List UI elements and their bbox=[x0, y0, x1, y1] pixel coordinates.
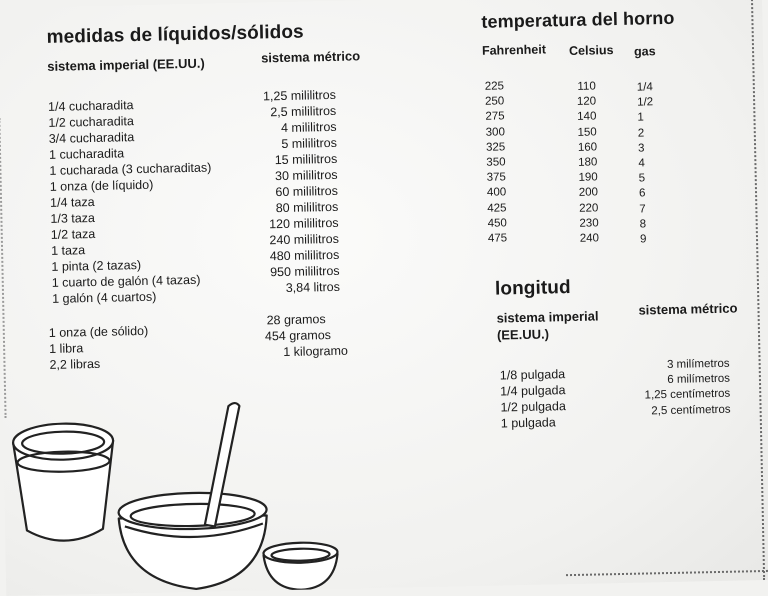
celsius-value: 110 bbox=[577, 80, 596, 93]
fahrenheit-value: 275 bbox=[485, 110, 505, 124]
celsius-value: 150 bbox=[577, 126, 597, 139]
celsius-value: 230 bbox=[579, 217, 599, 230]
liquid-metric-column bbox=[236, 87, 340, 297]
length-imperial-item: 1/4 pulgada bbox=[500, 383, 566, 399]
solid-imperial-item: 1 onza (de sólido) bbox=[48, 323, 149, 340]
celsius-value: 140 bbox=[577, 110, 597, 124]
liquid-metric-item: 3,84 litros bbox=[285, 279, 341, 295]
liquid-imperial-item: 1 galón (4 cuartos) bbox=[51, 289, 157, 306]
gas-value: 1/4 bbox=[636, 81, 653, 94]
bowl-large-icon bbox=[118, 491, 268, 590]
celsius-value: 220 bbox=[579, 202, 599, 215]
length-title: longitud bbox=[494, 277, 571, 300]
solid-metric-item: 1 kilogramo bbox=[283, 343, 349, 360]
fahrenheit-value: 325 bbox=[485, 141, 506, 154]
liquid-imperial-item: 1/2 taza bbox=[50, 226, 96, 242]
celsius-column bbox=[556, 79, 599, 247]
liquid-imperial-item: 1 cucharada (3 cucharaditas) bbox=[49, 160, 212, 178]
imperial-header: sistema imperial (EE.UU.) bbox=[47, 55, 205, 74]
oven-header-gas: gas bbox=[633, 44, 656, 59]
gas-value: 8 bbox=[639, 218, 647, 231]
fahrenheit-value: 375 bbox=[486, 171, 506, 184]
fahrenheit-value: 300 bbox=[485, 125, 506, 139]
liquid-metric-item: 30 mililitros bbox=[274, 167, 338, 184]
liquids-solids-title: medidas de líquidos/sólidos bbox=[46, 21, 304, 48]
liquid-metric-item: 120 mililitros bbox=[268, 215, 339, 232]
gas-value: 1 bbox=[637, 111, 644, 124]
gas-value: 5 bbox=[638, 172, 646, 185]
oven-header-celsius: Celsius bbox=[568, 43, 614, 58]
celsius-value: 200 bbox=[578, 186, 599, 200]
length-metric-item: 2,5 centímetros bbox=[651, 403, 731, 417]
liquid-metric-item: 4 mililitros bbox=[280, 119, 337, 136]
liquid-imperial-item: 1/3 taza bbox=[50, 210, 96, 226]
fahrenheit-value: 400 bbox=[486, 186, 507, 200]
dotted-border-right bbox=[751, 0, 765, 580]
mixing-bowls-illustration bbox=[2, 396, 346, 596]
liquid-metric-item: 2,5 mililitros bbox=[270, 103, 337, 120]
length-imperial-header-line2: (EE.UU.) bbox=[496, 326, 550, 343]
liquid-imperial-item: 1 onza (de líquido) bbox=[49, 177, 154, 194]
fahrenheit-value: 225 bbox=[484, 80, 505, 93]
solid-metric-item: 28 gramos bbox=[266, 312, 326, 328]
length-metric-header: sistema métrico bbox=[638, 300, 738, 318]
fahrenheit-value: 450 bbox=[487, 217, 507, 230]
liquid-metric-item: 480 mililitros bbox=[269, 247, 340, 264]
solid-metric-column bbox=[266, 311, 348, 361]
liquid-imperial-column bbox=[48, 96, 214, 307]
length-metric-item: 3 milímetros bbox=[666, 357, 730, 372]
celsius-value: 120 bbox=[576, 95, 597, 109]
gas-value: 9 bbox=[639, 233, 647, 246]
dotted-border-bottom bbox=[566, 569, 768, 576]
length-imperial-item: 1/2 pulgada bbox=[500, 399, 566, 415]
oven-title: temperatura del horno bbox=[481, 7, 675, 32]
celsius-value: 240 bbox=[579, 232, 600, 245]
bowl-left-icon bbox=[13, 423, 115, 542]
celsius-value: 160 bbox=[577, 141, 598, 154]
length-imperial-item: 1 pulgada bbox=[500, 415, 556, 431]
liquid-metric-item: 5 mililitros bbox=[281, 135, 338, 152]
solid-metric-item: 454 gramos bbox=[264, 328, 332, 344]
oven-header-fahrenheit: Fahrenheit bbox=[481, 42, 547, 58]
celsius-value: 180 bbox=[578, 156, 598, 169]
solid-imperial-item: 1 libra bbox=[49, 341, 84, 356]
fahrenheit-column bbox=[485, 79, 508, 247]
liquid-metric-item: 80 mililitros bbox=[275, 199, 339, 216]
liquid-metric-item: 15 mililitros bbox=[274, 151, 338, 168]
gas-value: 7 bbox=[639, 203, 646, 216]
liquid-imperial-item: 1 taza bbox=[50, 243, 86, 258]
length-imperial-column bbox=[500, 366, 567, 431]
fahrenheit-value: 475 bbox=[487, 232, 508, 245]
liquid-imperial-item: 1 cuarto de galón (4 tazas) bbox=[51, 272, 201, 290]
liquid-metric-item: 950 mililitros bbox=[269, 263, 340, 280]
solid-imperial-column bbox=[49, 323, 149, 373]
gas-value: 3 bbox=[637, 142, 645, 155]
liquid-imperial-item: 1/2 cucharadita bbox=[48, 114, 135, 130]
gas-value: 4 bbox=[638, 157, 645, 170]
liquid-imperial-item: 1 pinta (2 tazas) bbox=[51, 257, 142, 274]
length-imperial-header-line1: sistema imperial bbox=[496, 308, 599, 326]
liquid-metric-item: 60 mililitros bbox=[275, 183, 339, 200]
fahrenheit-value: 250 bbox=[484, 95, 505, 108]
fahrenheit-value: 425 bbox=[487, 201, 507, 215]
fahrenheit-value: 350 bbox=[486, 156, 506, 169]
gas-value: 2 bbox=[637, 127, 645, 140]
bowl-small-icon bbox=[263, 542, 338, 591]
liquid-imperial-item: 1/4 taza bbox=[49, 194, 95, 210]
celsius-value: 190 bbox=[578, 171, 598, 185]
length-metric-item: 1,25 centímetros bbox=[644, 388, 731, 402]
length-metric-item: 6 milímetros bbox=[667, 372, 731, 387]
liquid-metric-item: 1,25 mililitros bbox=[262, 87, 337, 104]
length-metric-column bbox=[602, 357, 731, 420]
dotted-border-left bbox=[0, 118, 7, 418]
gas-column bbox=[637, 80, 656, 248]
gas-value: 1/2 bbox=[637, 96, 654, 109]
liquid-metric-item: 240 mililitros bbox=[269, 231, 340, 248]
liquid-imperial-item: 1/4 cucharadita bbox=[47, 98, 134, 114]
gas-value: 6 bbox=[638, 187, 646, 200]
liquid-imperial-item: 3/4 cucharadita bbox=[48, 130, 135, 146]
metric-header: sistema métrico bbox=[260, 48, 361, 66]
solid-imperial-item: 2,2 libras bbox=[49, 356, 101, 372]
liquid-imperial-item: 1 cucharadita bbox=[48, 146, 125, 162]
length-imperial-item: 1/8 pulgada bbox=[499, 367, 566, 383]
